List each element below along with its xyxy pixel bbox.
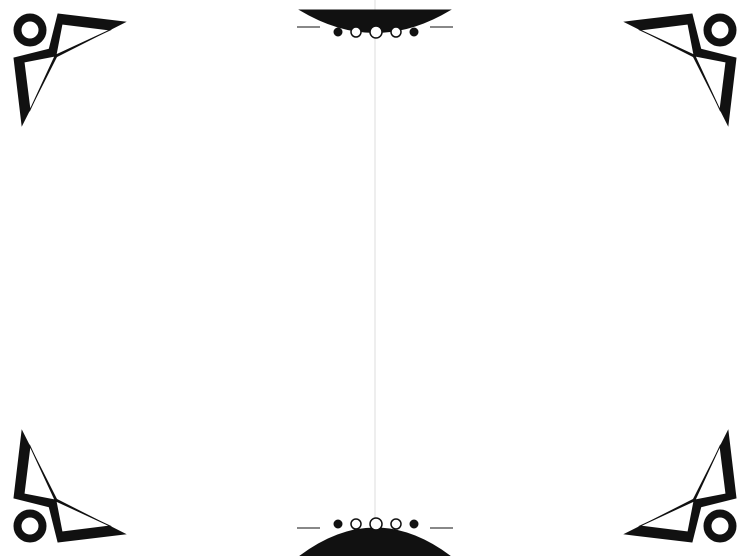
corner-ornament-top-left-icon: [14, 14, 125, 125]
corner-ornament-bottom-right-icon: [625, 431, 736, 542]
corner-ornament-bottom-left-icon: [14, 431, 125, 542]
moon-phase-top-icon: [297, 10, 453, 38]
corner-ornament-top-right-icon: [625, 14, 736, 125]
moon-phase-bottom-icon: [297, 518, 453, 556]
